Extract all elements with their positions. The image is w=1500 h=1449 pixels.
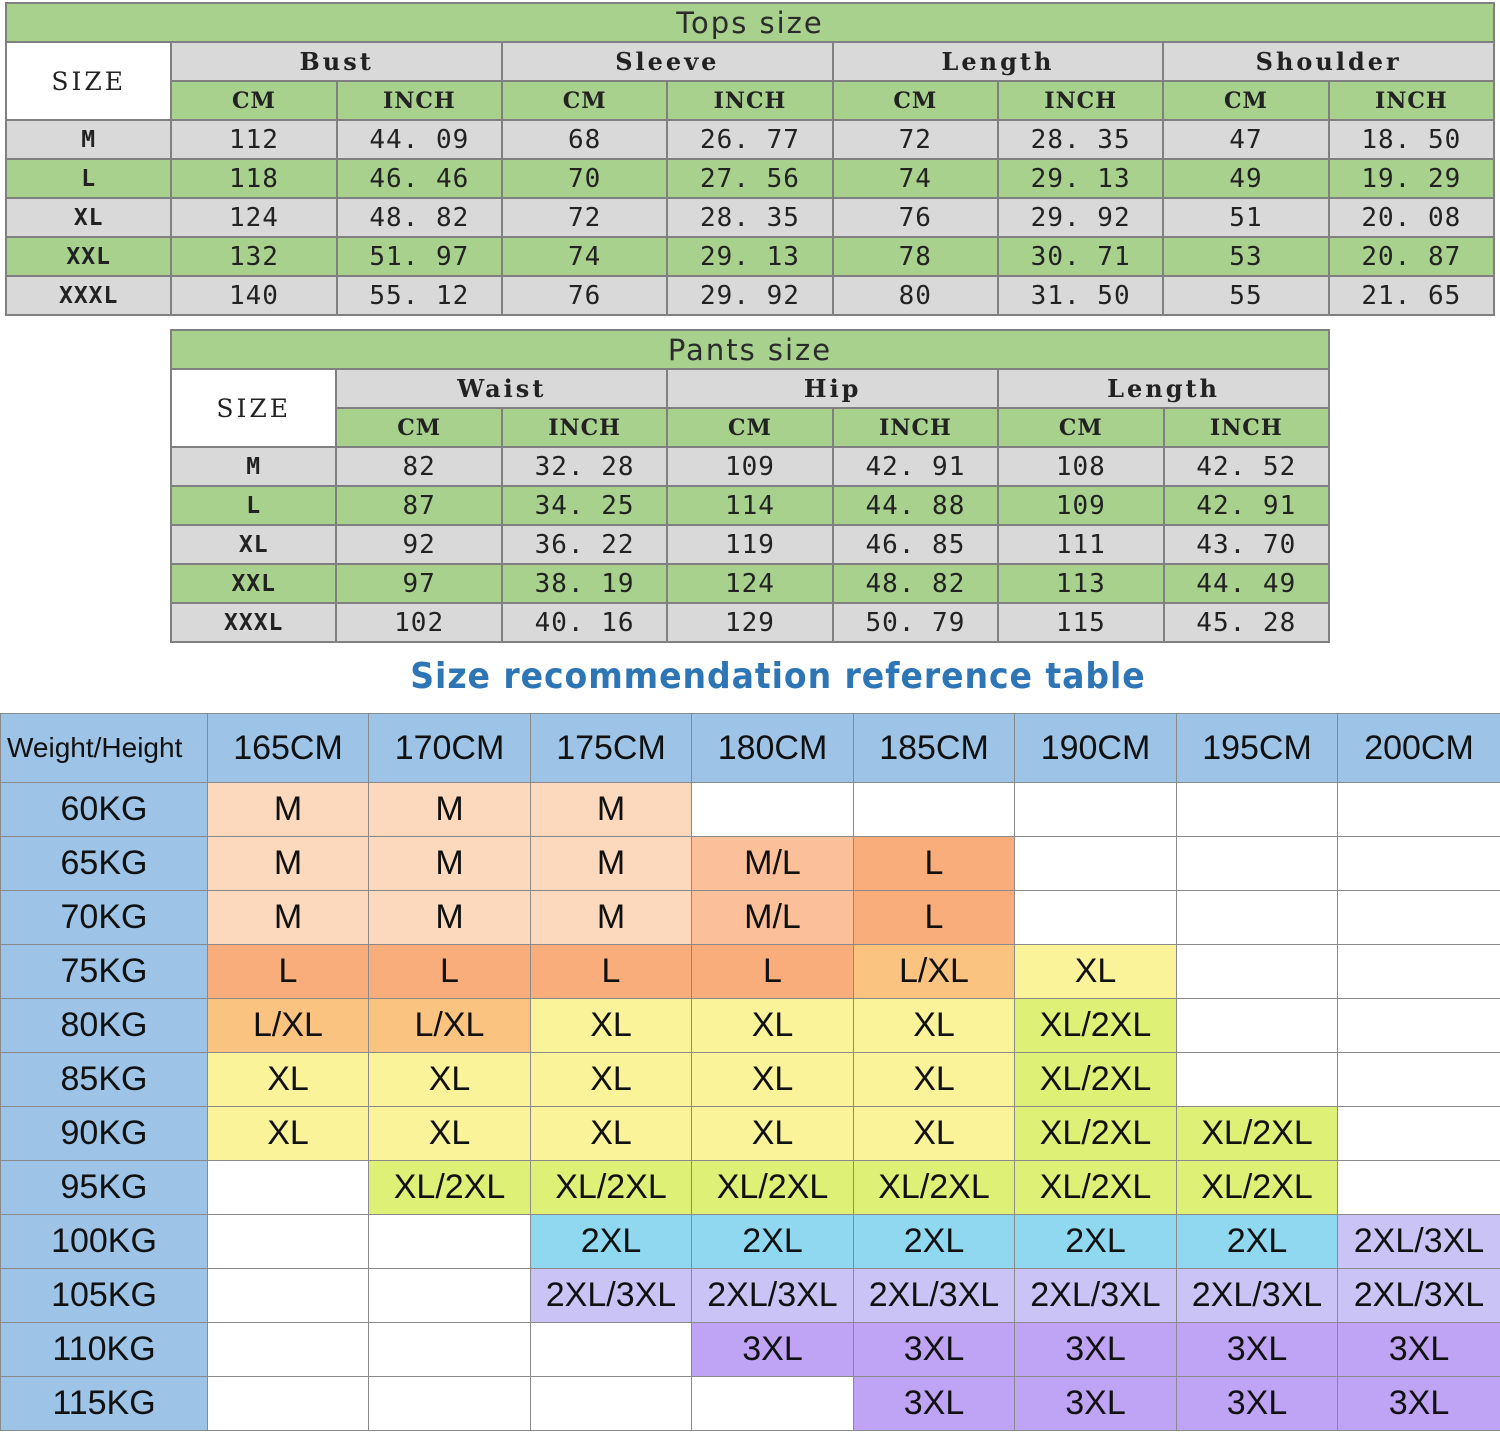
tops-value-cell: 55. 12 <box>337 276 502 315</box>
pants-value-cell: 129 <box>667 603 832 642</box>
rec-weight-label: 75KG <box>1 945 208 999</box>
pants-row <box>171 447 1329 486</box>
rec-size-cell: 3XL <box>854 1377 1015 1431</box>
tops-value-cell: 112 <box>171 120 336 159</box>
rec-row <box>1 1269 1500 1323</box>
tops-value-cell: 118 <box>171 159 336 198</box>
tops-value-cell: 140 <box>171 276 336 315</box>
pants-value-cell: 92 <box>336 525 501 564</box>
tops-value-cell: 55 <box>1163 276 1328 315</box>
rec-size-cell <box>208 1215 369 1269</box>
tops-value-cell: 27. 56 <box>667 159 832 198</box>
pants-value-cell: 82 <box>336 447 501 486</box>
rec-row <box>1 1161 1500 1215</box>
rec-size-cell: XL/2XL <box>854 1161 1015 1215</box>
rec-row <box>1 945 1500 999</box>
rec-size-cell: M <box>369 837 531 891</box>
size-recommendation-table <box>0 713 1500 1431</box>
rec-size-cell: 2XL/3XL <box>1015 1269 1177 1323</box>
tops-unit-header: INCH <box>998 81 1163 120</box>
rec-size-cell <box>531 1377 692 1431</box>
rec-size-cell: XL/2XL <box>1015 999 1177 1053</box>
rec-size-cell: 2XL/3XL <box>1338 1215 1500 1269</box>
rec-size-cell <box>1177 837 1338 891</box>
pants-unit-header: CM <box>998 408 1163 447</box>
rec-row <box>1 1053 1500 1107</box>
pants-value-cell: 38. 19 <box>502 564 667 603</box>
pants-row <box>171 603 1329 642</box>
pants-row <box>171 525 1329 564</box>
rec-size-cell: XL <box>1015 945 1177 999</box>
pants-value-cell: 113 <box>998 564 1163 603</box>
tops-value-cell: 48. 82 <box>337 198 502 237</box>
tops-size-label: XXL <box>6 237 171 276</box>
tops-value-cell: 20. 08 <box>1329 198 1494 237</box>
tops-value-cell: 49 <box>1163 159 1328 198</box>
tops-size-label: XXXL <box>6 276 171 315</box>
tops-unit-header: CM <box>833 81 998 120</box>
pants-unit-header: CM <box>667 408 832 447</box>
rec-corner-label: Weight/Height <box>1 714 208 783</box>
rec-size-cell: 2XL <box>1015 1215 1177 1269</box>
rec-size-cell: L/XL <box>854 945 1015 999</box>
rec-size-cell <box>854 783 1015 837</box>
pants-title: Pants size <box>171 330 1329 369</box>
rec-size-cell <box>531 1323 692 1377</box>
tops-row <box>6 120 1494 159</box>
pants-value-cell: 111 <box>998 525 1163 564</box>
pants-group-header: Hip <box>667 369 998 408</box>
pants-value-cell: 44. 88 <box>833 486 998 525</box>
tops-value-cell: 76 <box>502 276 667 315</box>
tops-value-cell: 51 <box>1163 198 1328 237</box>
pants-value-cell: 97 <box>336 564 501 603</box>
pants-value-cell: 42. 91 <box>833 447 998 486</box>
rec-row <box>1 783 1500 837</box>
recommendation-title: Size recommendation reference table <box>410 656 1146 697</box>
tops-value-cell: 44. 09 <box>337 120 502 159</box>
rec-weight-label: 90KG <box>1 1107 208 1161</box>
tops-value-cell: 76 <box>833 198 998 237</box>
rec-size-cell <box>1177 945 1338 999</box>
rec-size-cell <box>1015 891 1177 945</box>
rec-size-cell: M <box>531 837 692 891</box>
rec-size-cell: XL <box>208 1053 369 1107</box>
rec-size-cell <box>369 1269 531 1323</box>
rec-height-header: 195CM <box>1177 714 1338 783</box>
rec-weight-label: 85KG <box>1 1053 208 1107</box>
rec-height-header: 185CM <box>854 714 1015 783</box>
tops-value-cell: 28. 35 <box>667 198 832 237</box>
rec-size-cell: 3XL <box>1015 1377 1177 1431</box>
pants-unit-row <box>171 408 1329 447</box>
rec-size-cell: XL/2XL <box>1015 1161 1177 1215</box>
tops-value-cell: 78 <box>833 237 998 276</box>
pants-value-cell: 43. 70 <box>1164 525 1329 564</box>
rec-size-cell <box>1177 783 1338 837</box>
rec-size-cell: XL <box>531 1107 692 1161</box>
tops-value-cell: 70 <box>502 159 667 198</box>
tops-value-cell: 53 <box>1163 237 1328 276</box>
rec-size-cell: M/L <box>692 837 854 891</box>
rec-size-cell: XL/2XL <box>1177 1161 1338 1215</box>
rec-height-header: 190CM <box>1015 714 1177 783</box>
tops-value-cell: 132 <box>171 237 336 276</box>
pants-unit-header: INCH <box>1164 408 1329 447</box>
tops-value-cell: 124 <box>171 198 336 237</box>
rec-weight-label: 70KG <box>1 891 208 945</box>
rec-size-cell: XL <box>692 1107 854 1161</box>
tops-group-header: Shoulder <box>1163 42 1494 81</box>
rec-size-cell: XL <box>692 999 854 1053</box>
pants-value-cell: 109 <box>667 447 832 486</box>
tops-group-header: Bust <box>171 42 502 81</box>
tops-unit-row <box>6 81 1494 120</box>
tops-unit-header: CM <box>171 81 336 120</box>
tops-row <box>6 159 1494 198</box>
rec-size-cell: L <box>854 837 1015 891</box>
rec-size-cell <box>369 1377 531 1431</box>
rec-size-cell: XL <box>854 999 1015 1053</box>
pants-value-cell: 32. 28 <box>502 447 667 486</box>
tops-title: Tops size <box>6 3 1494 42</box>
pants-value-cell: 50. 79 <box>833 603 998 642</box>
tops-value-cell: 72 <box>502 198 667 237</box>
tops-unit-header: INCH <box>337 81 502 120</box>
rec-size-cell <box>692 783 854 837</box>
tops-size-table <box>5 2 1495 316</box>
tops-size-label: XL <box>6 198 171 237</box>
tops-row <box>6 237 1494 276</box>
rec-size-cell: 3XL <box>1338 1323 1500 1377</box>
rec-height-header: 170CM <box>369 714 531 783</box>
tops-unit-header: CM <box>1163 81 1328 120</box>
tops-unit-header: INCH <box>1329 81 1494 120</box>
rec-size-cell: L <box>208 945 369 999</box>
tops-row <box>6 276 1494 315</box>
rec-size-cell: L <box>369 945 531 999</box>
tops-value-cell: 29. 92 <box>998 198 1163 237</box>
pants-value-cell: 36. 22 <box>502 525 667 564</box>
rec-size-cell: XL/2XL <box>1177 1107 1338 1161</box>
tops-value-cell: 20. 87 <box>1329 237 1494 276</box>
rec-size-cell: L <box>531 945 692 999</box>
tops-value-cell: 29. 13 <box>667 237 832 276</box>
rec-weight-label: 80KG <box>1 999 208 1053</box>
rec-size-cell: L <box>692 945 854 999</box>
rec-size-cell <box>1338 999 1500 1053</box>
rec-size-cell <box>1338 837 1500 891</box>
pants-value-cell: 108 <box>998 447 1163 486</box>
tops-unit-header: INCH <box>667 81 832 120</box>
rec-size-cell <box>1177 891 1338 945</box>
rec-size-cell: 2XL/3XL <box>1338 1269 1500 1323</box>
pants-row <box>171 564 1329 603</box>
pants-value-cell: 40. 16 <box>502 603 667 642</box>
pants-value-cell: 115 <box>998 603 1163 642</box>
pants-size-label: L <box>171 486 336 525</box>
rec-size-cell: 3XL <box>1177 1377 1338 1431</box>
rec-size-cell: 2XL/3XL <box>1177 1269 1338 1323</box>
rec-size-cell: 2XL/3XL <box>692 1269 854 1323</box>
pants-value-cell: 46. 85 <box>833 525 998 564</box>
pants-value-cell: 44. 49 <box>1164 564 1329 603</box>
rec-height-header: 175CM <box>531 714 692 783</box>
rec-weight-label: 65KG <box>1 837 208 891</box>
tops-group-header: Sleeve <box>502 42 833 81</box>
pants-value-cell: 42. 91 <box>1164 486 1329 525</box>
rec-size-cell: XL/2XL <box>369 1161 531 1215</box>
rec-row <box>1 1215 1500 1269</box>
tops-value-cell: 31. 50 <box>998 276 1163 315</box>
rec-size-cell <box>1338 1107 1500 1161</box>
rec-size-cell: 2XL <box>854 1215 1015 1269</box>
rec-row <box>1 891 1500 945</box>
tops-value-cell: 46. 46 <box>337 159 502 198</box>
rec-size-cell: 3XL <box>692 1323 854 1377</box>
pants-size-header: SIZE <box>171 369 336 447</box>
rec-weight-label: 110KG <box>1 1323 208 1377</box>
rec-height-header: 165CM <box>208 714 369 783</box>
rec-size-cell: 2XL <box>1177 1215 1338 1269</box>
tops-group-row <box>6 42 1494 81</box>
pants-value-cell: 102 <box>336 603 501 642</box>
rec-size-cell: 3XL <box>1015 1323 1177 1377</box>
rec-size-cell: 3XL <box>854 1323 1015 1377</box>
pants-value-cell: 109 <box>998 486 1163 525</box>
rec-size-cell: M <box>531 783 692 837</box>
rec-size-cell: M/L <box>692 891 854 945</box>
rec-weight-label: 105KG <box>1 1269 208 1323</box>
rec-row <box>1 1377 1500 1431</box>
rec-size-cell: XL/2XL <box>1015 1053 1177 1107</box>
pants-unit-header: CM <box>336 408 501 447</box>
rec-size-cell: M <box>531 891 692 945</box>
rec-weight-label: 60KG <box>1 783 208 837</box>
tops-title-row <box>6 3 1494 42</box>
rec-size-cell: 2XL <box>531 1215 692 1269</box>
rec-size-cell <box>208 1323 369 1377</box>
rec-size-cell <box>1338 783 1500 837</box>
pants-value-cell: 124 <box>667 564 832 603</box>
rec-weight-label: 95KG <box>1 1161 208 1215</box>
rec-size-cell <box>1177 1053 1338 1107</box>
tops-value-cell: 47 <box>1163 120 1328 159</box>
pants-size-label: XXL <box>171 564 336 603</box>
rec-size-cell: XL/2XL <box>692 1161 854 1215</box>
rec-size-cell: XL <box>369 1107 531 1161</box>
rec-header-row <box>1 714 1500 783</box>
pants-size-table <box>170 329 1330 643</box>
pants-group-header: Waist <box>336 369 667 408</box>
tops-group-header: Length <box>833 42 1164 81</box>
rec-size-cell: XL <box>854 1053 1015 1107</box>
rec-size-cell: XL/2XL <box>531 1161 692 1215</box>
tops-value-cell: 26. 77 <box>667 120 832 159</box>
rec-size-cell: M <box>208 783 369 837</box>
pants-unit-header: INCH <box>833 408 998 447</box>
rec-size-cell <box>1338 1161 1500 1215</box>
rec-size-cell: 3XL <box>1177 1323 1338 1377</box>
rec-height-header: 200CM <box>1338 714 1500 783</box>
rec-size-cell <box>1338 891 1500 945</box>
tops-value-cell: 21. 65 <box>1329 276 1494 315</box>
pants-value-cell: 45. 28 <box>1164 603 1329 642</box>
tops-value-cell: 72 <box>833 120 998 159</box>
tops-value-cell: 51. 97 <box>337 237 502 276</box>
tops-size-label: L <box>6 159 171 198</box>
rec-size-cell <box>208 1377 369 1431</box>
rec-size-cell <box>369 1215 531 1269</box>
rec-size-cell: M <box>208 891 369 945</box>
rec-size-cell: 3XL <box>1338 1377 1500 1431</box>
rec-size-cell <box>1177 999 1338 1053</box>
tops-value-cell: 19. 29 <box>1329 159 1494 198</box>
tops-value-cell: 28. 35 <box>998 120 1163 159</box>
rec-row <box>1 1323 1500 1377</box>
pants-value-cell: 87 <box>336 486 501 525</box>
rec-size-cell: L <box>854 891 1015 945</box>
tops-value-cell: 74 <box>833 159 998 198</box>
rec-height-header: 180CM <box>692 714 854 783</box>
pants-value-cell: 42. 52 <box>1164 447 1329 486</box>
tops-value-cell: 30. 71 <box>998 237 1163 276</box>
rec-row <box>1 1107 1500 1161</box>
rec-size-cell <box>1015 837 1177 891</box>
pants-size-label: XXXL <box>171 603 336 642</box>
rec-size-cell: M <box>369 783 531 837</box>
tops-unit-header: CM <box>502 81 667 120</box>
pants-group-row <box>171 369 1329 408</box>
pants-group-header: Length <box>998 369 1329 408</box>
pants-row <box>171 486 1329 525</box>
pants-value-cell: 114 <box>667 486 832 525</box>
tops-size-header: SIZE <box>6 42 171 120</box>
pants-value-cell: 48. 82 <box>833 564 998 603</box>
tops-value-cell: 68 <box>502 120 667 159</box>
rec-weight-label: 100KG <box>1 1215 208 1269</box>
rec-size-cell <box>1015 783 1177 837</box>
rec-size-cell: L/XL <box>208 999 369 1053</box>
rec-size-cell: 2XL/3XL <box>854 1269 1015 1323</box>
rec-size-cell: XL <box>369 1053 531 1107</box>
tops-value-cell: 74 <box>502 237 667 276</box>
tops-row <box>6 198 1494 237</box>
rec-row <box>1 999 1500 1053</box>
pants-value-cell: 34. 25 <box>502 486 667 525</box>
rec-size-cell <box>1338 1053 1500 1107</box>
rec-size-cell: XL <box>854 1107 1015 1161</box>
tops-value-cell: 29. 13 <box>998 159 1163 198</box>
rec-row <box>1 837 1500 891</box>
tops-value-cell: 80 <box>833 276 998 315</box>
tops-value-cell: 29. 92 <box>667 276 832 315</box>
rec-size-cell: 2XL/3XL <box>531 1269 692 1323</box>
rec-size-cell <box>208 1269 369 1323</box>
rec-size-cell: XL <box>692 1053 854 1107</box>
rec-size-cell: XL/2XL <box>1015 1107 1177 1161</box>
pants-title-row <box>171 330 1329 369</box>
rec-size-cell: M <box>369 891 531 945</box>
pants-size-label: XL <box>171 525 336 564</box>
rec-size-cell: 2XL <box>692 1215 854 1269</box>
pants-value-cell: 119 <box>667 525 832 564</box>
rec-size-cell <box>208 1161 369 1215</box>
rec-size-cell: XL <box>531 999 692 1053</box>
pants-unit-header: INCH <box>502 408 667 447</box>
rec-size-cell <box>1338 945 1500 999</box>
pants-size-label: M <box>171 447 336 486</box>
tops-size-label: M <box>6 120 171 159</box>
rec-size-cell: M <box>208 837 369 891</box>
rec-size-cell: XL <box>208 1107 369 1161</box>
rec-weight-label: 115KG <box>1 1377 208 1431</box>
tops-value-cell: 18. 50 <box>1329 120 1494 159</box>
rec-size-cell: L/XL <box>369 999 531 1053</box>
rec-size-cell <box>369 1323 531 1377</box>
rec-size-cell: XL <box>531 1053 692 1107</box>
rec-size-cell <box>692 1377 854 1431</box>
